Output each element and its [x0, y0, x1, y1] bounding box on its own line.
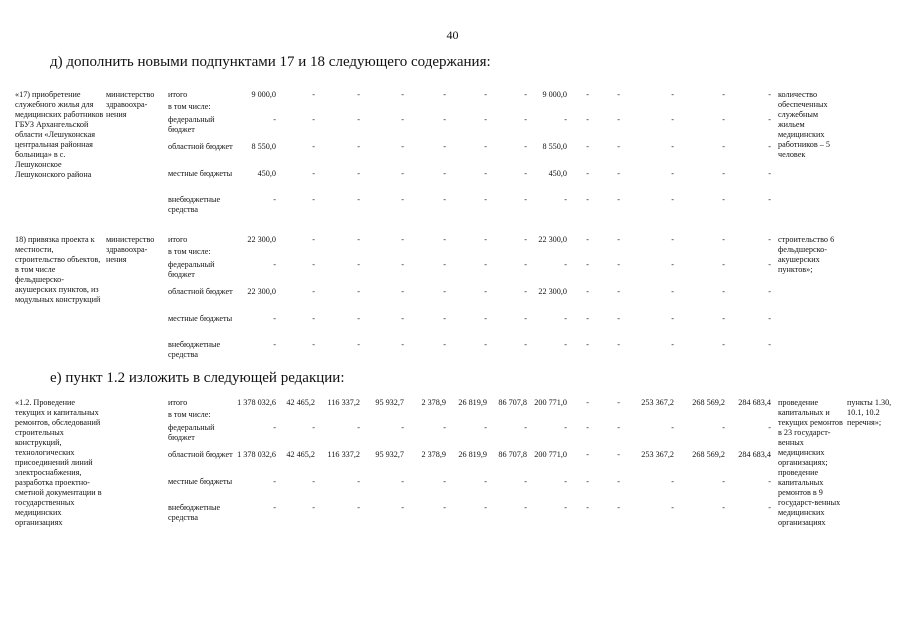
table-cell: -	[617, 503, 620, 512]
table-cell: -	[564, 115, 567, 124]
table-cell: -	[401, 115, 404, 124]
table-cell: -	[524, 260, 527, 269]
table-cell: -	[586, 142, 589, 151]
expected-result: проведение капитальных и текущих ремонтов в 23 государст-венных медицинских организациях; проведение капитальных ремонтов в 9 государст-венных медицинских организациях	[778, 398, 843, 527]
table-cell: -	[312, 235, 315, 244]
table-cell: -	[722, 90, 725, 99]
table-cell: -	[443, 90, 446, 99]
table-cell: 2 378,9	[421, 398, 446, 407]
table-cell: -	[357, 340, 360, 349]
table-cell: -	[401, 260, 404, 269]
table-cell: 284 683,4	[738, 450, 771, 459]
table-cell: 2 378,9	[421, 450, 446, 459]
table-cell: -	[671, 235, 674, 244]
table-cell: 42 465,2	[286, 450, 315, 459]
table-cell: 22 300,0	[538, 235, 567, 244]
table-cell: -	[484, 340, 487, 349]
responsible-executor: министерство здравоохра-нения	[106, 90, 155, 119]
table-cell: -	[722, 477, 725, 486]
table-cell: -	[401, 142, 404, 151]
table-cell: -	[443, 340, 446, 349]
table-cell: -	[312, 169, 315, 178]
table-cell: 86 707,8	[498, 450, 527, 459]
funding-source: итого	[168, 398, 188, 407]
table-cell: 42 465,2	[286, 398, 315, 407]
table-cell: -	[484, 423, 487, 432]
funding-source: внебюджетные средства	[168, 503, 221, 522]
table-cell: -	[312, 115, 315, 124]
table-cell: -	[484, 503, 487, 512]
table-cell: -	[312, 423, 315, 432]
table-cell: 1 378 032,6	[237, 450, 276, 459]
table-cell: -	[524, 142, 527, 151]
table-cell: -	[586, 195, 589, 204]
table-cell: -	[586, 340, 589, 349]
table-cell: -	[484, 260, 487, 269]
table-cell: -	[312, 503, 315, 512]
table-cell: -	[443, 195, 446, 204]
table-cell: -	[671, 142, 674, 151]
table-cell: -	[617, 287, 620, 296]
section-heading-d: д) дополнить новыми подпунктами 17 и 18 следующего содержания:	[50, 54, 491, 70]
table-cell: -	[401, 314, 404, 323]
table-cell: -	[722, 235, 725, 244]
table-cell: -	[671, 115, 674, 124]
table-cell: -	[524, 287, 527, 296]
table-cell: -	[484, 477, 487, 486]
table-cell: -	[564, 477, 567, 486]
table-cell: -	[768, 503, 771, 512]
table-cell: -	[564, 195, 567, 204]
table-cell: 8 550,0	[542, 142, 567, 151]
table-cell: -	[768, 260, 771, 269]
table-cell: -	[273, 477, 276, 486]
table-cell: 22 300,0	[247, 287, 276, 296]
table-cell: -	[722, 340, 725, 349]
table-cell: 26 819,9	[458, 450, 487, 459]
table-cell: -	[273, 503, 276, 512]
table-cell: -	[273, 340, 276, 349]
table-cell: -	[722, 287, 725, 296]
table-cell: 95 932,7	[375, 398, 404, 407]
table-cell: -	[312, 260, 315, 269]
funding-source: местные бюджеты	[168, 169, 233, 178]
table-cell: -	[357, 195, 360, 204]
funding-source: областной бюджет	[168, 142, 233, 151]
table-cell: -	[722, 503, 725, 512]
table-cell: -	[357, 260, 360, 269]
table-cell: -	[586, 450, 589, 459]
table-cell: -	[401, 287, 404, 296]
table-cell: -	[443, 314, 446, 323]
measure-description: «17) приобретение служебного жилья для медицинских работников ГБУЗ Архангельской области «Лешуконская центральная районная больница» в с. Лешуконское Лешуконского района	[15, 90, 104, 179]
table-cell: 268 569,2	[692, 450, 725, 459]
table-cell: -	[768, 287, 771, 296]
table-cell: -	[671, 314, 674, 323]
table-cell: -	[357, 115, 360, 124]
table-cell: -	[401, 90, 404, 99]
table-cell: -	[524, 195, 527, 204]
table-cell: -	[617, 260, 620, 269]
table-cell: -	[722, 314, 725, 323]
table-cell: 95 932,7	[375, 450, 404, 459]
table-cell: -	[617, 398, 620, 407]
table-cell: -	[401, 340, 404, 349]
funding-source: местные бюджеты	[168, 314, 233, 323]
table-cell: -	[443, 503, 446, 512]
table-cell: -	[768, 477, 771, 486]
table-cell: -	[273, 260, 276, 269]
table-cell: 26 819,9	[458, 398, 487, 407]
table-cell: -	[564, 503, 567, 512]
table-cell: -	[357, 169, 360, 178]
table-cell: -	[671, 90, 674, 99]
table-cell: 284 683,4	[738, 398, 771, 407]
table-cell: -	[586, 235, 589, 244]
measure-description: «1.2. Проведение текущих и капитальных ремонтов, обследований строительных конструкций, технологических присоединений линий электроснабжения, разработка проектно-сметной документации в государственных медицинских организациях	[15, 398, 102, 527]
table-cell: 9 000,0	[251, 90, 276, 99]
table-cell: -	[617, 195, 620, 204]
table-cell: -	[768, 115, 771, 124]
table-cell: -	[671, 503, 674, 512]
table-cell: -	[768, 423, 771, 432]
table-cell: -	[484, 287, 487, 296]
table-cell: 268 569,2	[692, 398, 725, 407]
table-cell: 86 707,8	[498, 398, 527, 407]
table-cell: -	[401, 195, 404, 204]
table-cell: -	[671, 195, 674, 204]
funding-source: в том числе:	[168, 247, 211, 256]
table-cell: -	[312, 314, 315, 323]
funding-source: внебюджетные средства	[168, 340, 221, 359]
funding-source: федеральный бюджет	[168, 423, 215, 442]
table-cell: -	[722, 142, 725, 151]
table-cell: -	[617, 90, 620, 99]
table-cell: -	[671, 169, 674, 178]
table-cell: 116 337,2	[327, 398, 360, 407]
reference-note: пункты 1.30, 10.1, 10.2 перечня»;	[847, 398, 892, 427]
table-cell: -	[524, 503, 527, 512]
table-cell: -	[357, 503, 360, 512]
table-cell: -	[524, 477, 527, 486]
table-cell: -	[564, 340, 567, 349]
table-cell: -	[768, 142, 771, 151]
table-cell: -	[586, 115, 589, 124]
table-cell: -	[312, 477, 315, 486]
table-cell: -	[443, 423, 446, 432]
table-cell: -	[443, 235, 446, 244]
table-cell: -	[401, 477, 404, 486]
table-cell: -	[768, 314, 771, 323]
table-cell: 22 300,0	[538, 287, 567, 296]
expected-result: строительство 6 фельдшерско-акушерских пунктов»;	[778, 235, 835, 274]
table-cell: -	[617, 235, 620, 244]
table-cell: -	[357, 477, 360, 486]
table-cell: -	[586, 260, 589, 269]
table-cell: -	[357, 314, 360, 323]
expected-result: количество обеспеченных служебным жильем медицинских работников – 5 человек	[778, 90, 831, 159]
table-cell: -	[312, 287, 315, 296]
table-cell: -	[312, 340, 315, 349]
table-cell: -	[671, 423, 674, 432]
table-cell: 116 337,2	[327, 450, 360, 459]
table-cell: -	[586, 423, 589, 432]
table-cell: -	[722, 195, 725, 204]
funding-source: итого	[168, 235, 188, 244]
table-cell: -	[524, 340, 527, 349]
table-cell: -	[524, 314, 527, 323]
table-cell: -	[671, 287, 674, 296]
table-cell: -	[722, 423, 725, 432]
funding-source: внебюджетные средства	[168, 195, 221, 214]
table-cell: -	[586, 169, 589, 178]
table-cell: -	[401, 235, 404, 244]
table-cell: -	[586, 477, 589, 486]
funding-source: в том числе:	[168, 410, 211, 419]
table-cell: -	[564, 314, 567, 323]
table-cell: -	[484, 195, 487, 204]
table-cell: -	[357, 423, 360, 432]
table-cell: -	[722, 115, 725, 124]
table-cell: -	[273, 195, 276, 204]
table-cell: -	[617, 142, 620, 151]
table-cell: -	[357, 235, 360, 244]
table-cell: -	[617, 340, 620, 349]
table-cell: -	[768, 90, 771, 99]
table-cell: -	[273, 115, 276, 124]
table-cell: -	[484, 115, 487, 124]
table-cell: 200 771,0	[534, 450, 567, 459]
table-cell: -	[617, 314, 620, 323]
table-cell: -	[617, 477, 620, 486]
table-cell: -	[768, 195, 771, 204]
table-cell: -	[273, 314, 276, 323]
table-cell: -	[484, 314, 487, 323]
table-cell: -	[524, 90, 527, 99]
table-cell: 1 378 032,6	[237, 398, 276, 407]
table-cell: -	[524, 169, 527, 178]
table-cell: -	[617, 450, 620, 459]
table-cell: -	[443, 477, 446, 486]
funding-source: областной бюджет	[168, 287, 233, 296]
table-cell: -	[768, 340, 771, 349]
table-cell: -	[722, 169, 725, 178]
table-cell: -	[524, 235, 527, 244]
table-cell: -	[586, 314, 589, 323]
table-cell: -	[312, 195, 315, 204]
table-cell: -	[671, 477, 674, 486]
measure-description: 18) привязка проекта к местности, строительство объектов, в том числе фельдшерско-акушерских пунктов, из модульных конструкций	[15, 235, 101, 304]
funding-source: федеральный бюджет	[168, 260, 215, 279]
table-cell: -	[722, 260, 725, 269]
table-cell: -	[484, 169, 487, 178]
table-cell: -	[443, 115, 446, 124]
funding-source: итого	[168, 90, 188, 99]
table-cell: -	[524, 115, 527, 124]
funding-source: федеральный бюджет	[168, 115, 215, 134]
table-cell: -	[273, 423, 276, 432]
table-cell: 9 000,0	[542, 90, 567, 99]
table-cell: -	[484, 90, 487, 99]
table-cell: 22 300,0	[247, 235, 276, 244]
table-cell: -	[484, 142, 487, 151]
table-cell: -	[586, 287, 589, 296]
table-cell: 253 367,2	[641, 450, 674, 459]
table-cell: -	[617, 169, 620, 178]
table-cell: -	[564, 423, 567, 432]
table-cell: 253 367,2	[641, 398, 674, 407]
table-cell: -	[401, 423, 404, 432]
table-cell: 200 771,0	[534, 398, 567, 407]
table-cell: -	[617, 423, 620, 432]
funding-source: местные бюджеты	[168, 477, 233, 486]
table-cell: -	[357, 142, 360, 151]
funding-source: в том числе:	[168, 102, 211, 111]
table-cell: -	[768, 169, 771, 178]
table-cell: -	[586, 398, 589, 407]
responsible-executor: министерство здравоохра-нения	[106, 235, 155, 264]
table-cell: -	[768, 235, 771, 244]
table-cell: -	[401, 503, 404, 512]
table-cell: -	[401, 169, 404, 178]
page-number: 40	[446, 28, 459, 42]
table-cell: 450,0	[548, 169, 567, 178]
section-heading-e: е) пункт 1.2 изложить в следующей редакции:	[50, 370, 345, 386]
table-cell: -	[312, 90, 315, 99]
funding-source: областной бюджет	[168, 450, 233, 459]
table-cell: -	[586, 503, 589, 512]
table-cell: 450,0	[257, 169, 276, 178]
table-cell: -	[443, 260, 446, 269]
table-cell: -	[564, 260, 567, 269]
table-cell: -	[357, 90, 360, 99]
table-cell: -	[586, 90, 589, 99]
table-cell: -	[617, 115, 620, 124]
table-cell: -	[671, 340, 674, 349]
table-cell: 8 550,0	[251, 142, 276, 151]
table-cell: -	[524, 423, 527, 432]
table-cell: -	[357, 287, 360, 296]
table-cell: -	[312, 142, 315, 151]
table-cell: -	[443, 169, 446, 178]
table-cell: -	[671, 260, 674, 269]
table-cell: -	[443, 287, 446, 296]
table-cell: -	[443, 142, 446, 151]
table-cell: -	[484, 235, 487, 244]
